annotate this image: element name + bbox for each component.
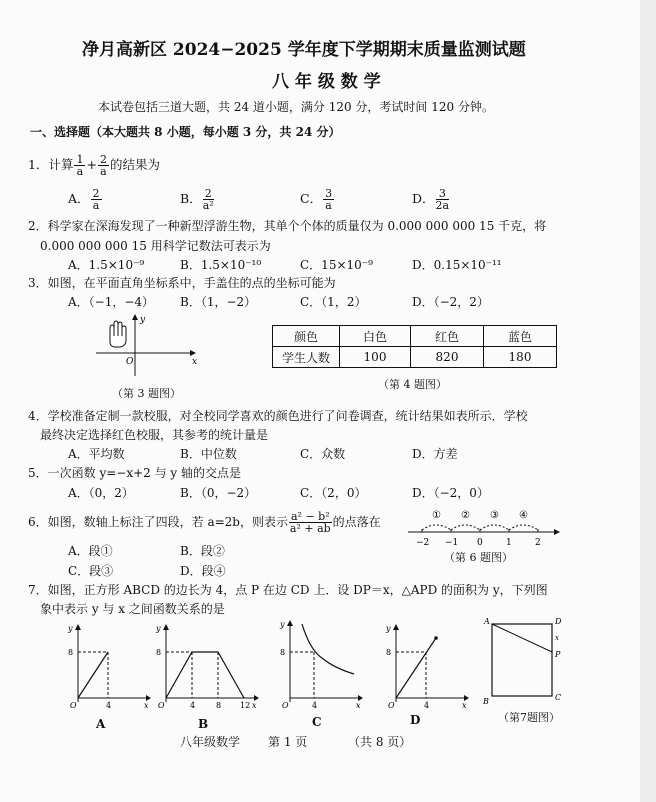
q2-line-1: 2．科学家在深海发现了一种新型浮游生物，其单个个体的质量仅为 0.000 000 000 15 千克，将 bbox=[28, 219, 547, 233]
graph-d bbox=[378, 622, 470, 712]
table-cell: 820 bbox=[411, 347, 484, 368]
tick-label: −1 bbox=[445, 538, 459, 548]
q1-suffix: 的结果为 bbox=[109, 157, 160, 172]
tick-label: 0 bbox=[477, 538, 483, 548]
exam-title: 净月高新区 2024−2025 学年度下学期期末质量监测试题 bbox=[82, 40, 526, 60]
exam-instructions: 本试卷包括三道大题，共 24 道小题，满分 120 分，考试时间 120 分钟。 bbox=[98, 100, 494, 114]
svg-text:y: y bbox=[68, 624, 73, 633]
svg-text:P: P bbox=[555, 650, 561, 659]
q2-option-d: D．0.15×10⁻¹¹ bbox=[412, 258, 502, 272]
table-header-cell: 红色 bbox=[411, 326, 484, 347]
q6-option-b: B．段② bbox=[180, 544, 225, 558]
svg-text:B: B bbox=[483, 697, 489, 706]
q6-option-a: A．段① bbox=[68, 544, 113, 558]
q1-plus: + bbox=[86, 157, 97, 172]
q4-option-b: B．中位数 bbox=[180, 447, 237, 461]
svg-text:8: 8 bbox=[68, 648, 74, 657]
q3-option-d: D．（−2，2） bbox=[412, 295, 489, 309]
svg-text:x: x bbox=[356, 701, 361, 710]
q5-option-d: D．（−2，0） bbox=[412, 486, 489, 500]
q2-line-2: 0.000 000 000 15 用科学记数法可表示为 bbox=[40, 239, 271, 253]
table-header-cell: 颜色 bbox=[273, 326, 340, 347]
table-cell: 180 bbox=[484, 347, 557, 368]
q7-square-figure bbox=[478, 614, 568, 708]
svg-text:8: 8 bbox=[280, 648, 286, 657]
svg-text:4: 4 bbox=[190, 701, 196, 710]
q7-line-1: 7．如图，正方形 ABCD 的边长为 4，点 P 在边 CD 上．设 DP＝x，△APD 的面积为 y，下列图 bbox=[28, 583, 548, 597]
q4-option-c: C．众数 bbox=[300, 447, 346, 461]
q3-option-b: B．（1，−2） bbox=[180, 295, 257, 309]
q1-option-b: B． $\frac{2}{\text{a²}}$ bbox=[180, 187, 214, 212]
q4-option-a: A．平均数 bbox=[68, 447, 125, 461]
svg-text:12: 12 bbox=[240, 701, 251, 710]
q5-option-b: B．（0，−2） bbox=[180, 486, 257, 500]
svg-text:A: A bbox=[484, 617, 490, 626]
q3-figure bbox=[92, 312, 202, 382]
segment-label: ① bbox=[432, 510, 441, 521]
q3-option-c: C．（1，2） bbox=[300, 295, 367, 309]
q6-caption: （第 6 题图） bbox=[444, 551, 513, 564]
svg-text:x: x bbox=[462, 701, 467, 710]
table-row bbox=[273, 347, 557, 368]
graph-a-label: A bbox=[96, 717, 106, 731]
svg-text:C: C bbox=[555, 693, 562, 702]
q4-option-d: D．方差 bbox=[412, 447, 458, 461]
q6-number-line bbox=[404, 506, 564, 550]
svg-text:O: O bbox=[70, 701, 77, 710]
footer-total: （共 8 页） bbox=[348, 735, 412, 749]
q2-option-b: B．1.5×10⁻¹⁰ bbox=[180, 258, 262, 272]
graph-b-label: B bbox=[198, 717, 209, 731]
q4-table bbox=[272, 325, 557, 368]
page-edge bbox=[640, 0, 656, 802]
segment-label: ③ bbox=[490, 510, 499, 521]
hand-icon bbox=[110, 321, 126, 347]
q1-option-d: D． $\frac{3}{2a}$ bbox=[412, 187, 450, 212]
svg-text:4: 4 bbox=[312, 701, 318, 710]
table-row-label: 学生人数 bbox=[273, 347, 340, 368]
q1-fraction-2: $\frac{2}{a}$ bbox=[99, 153, 107, 178]
segment-label: ④ bbox=[519, 510, 528, 521]
q2-option-c: C．15×10⁻⁹ bbox=[300, 258, 373, 272]
table-header-cell: 蓝色 bbox=[484, 326, 557, 347]
q4-line-2: 最终决定选择红色校服，其参考的统计量是 bbox=[40, 428, 269, 442]
q4-caption: （第 4 题图） bbox=[378, 378, 447, 391]
svg-text:x: x bbox=[252, 701, 257, 710]
segment-label: ② bbox=[461, 510, 470, 521]
footer-page: 第 1 页 bbox=[268, 735, 308, 749]
svg-text:8: 8 bbox=[216, 701, 222, 710]
tick-label: 1 bbox=[506, 538, 512, 548]
graph-c bbox=[272, 618, 364, 712]
question-1 bbox=[28, 150, 160, 180]
tick-label: −2 bbox=[416, 538, 430, 548]
table-header-cell: 白色 bbox=[340, 326, 411, 347]
q3-origin: O bbox=[126, 357, 134, 367]
svg-text:D: D bbox=[555, 617, 562, 626]
subject-title: 八 年 级 数 学 bbox=[272, 72, 381, 92]
svg-text:y: y bbox=[386, 624, 391, 633]
svg-text:4: 4 bbox=[106, 701, 112, 710]
q4-line-1: 4．学校准备定制一款校服，对全校同学喜欢的颜色进行了问卷调查，统计结果如表所示．学校 bbox=[28, 409, 528, 423]
svg-text:4: 4 bbox=[424, 701, 430, 710]
q5-option-a: A．（0，2） bbox=[68, 486, 134, 500]
svg-text:O: O bbox=[158, 701, 165, 710]
q1-prefix: 1．计算 bbox=[28, 157, 74, 172]
q7-caption: （第7题图） bbox=[498, 711, 560, 724]
q7-line-2: 象中表示 y 与 x 之间函数关系的是 bbox=[40, 602, 225, 616]
q5-text: 5．一次函数 y=−x+2 与 y 轴的交点是 bbox=[28, 466, 242, 480]
table-row bbox=[273, 326, 557, 347]
graph-b bbox=[148, 622, 260, 712]
svg-text:8: 8 bbox=[386, 648, 392, 657]
q1-fraction-1: $\frac{1}{a}$ bbox=[76, 153, 84, 178]
q1-option-c: C． $\frac{3}{a}$ bbox=[300, 187, 333, 212]
q6-text: 6．如图，数轴上标注了四段，若 a=2b，则表示 $\frac{\text{a² − b²}}{\text{a² + ab}}$ 的点落在 bbox=[28, 510, 381, 535]
graph-d-label: D bbox=[410, 713, 421, 727]
svg-text:O: O bbox=[282, 701, 289, 710]
q6-option-d: D．段④ bbox=[180, 564, 226, 578]
section-heading: 一、选择题（本大题共 8 小题，每小题 3 分，共 24 分） bbox=[30, 125, 341, 139]
svg-text:y: y bbox=[280, 620, 285, 629]
q5-option-c: C．（2，0） bbox=[300, 486, 367, 500]
q3-caption: （第 3 题图） bbox=[112, 387, 181, 400]
svg-text:8: 8 bbox=[156, 648, 162, 657]
footer-subject: 八年级数学 bbox=[180, 735, 241, 749]
q3-text: 3．如图，在平面直角坐标系中，手盖住的点的坐标可能为 bbox=[28, 276, 336, 290]
q1-option-a: A． $\frac{2}{a}$ bbox=[68, 187, 100, 212]
q3-axis-y: y bbox=[140, 315, 146, 325]
table-cell: 100 bbox=[340, 347, 411, 368]
q6-option-c: C．段③ bbox=[68, 564, 114, 578]
q2-option-a: A．1.5×10⁻⁹ bbox=[68, 258, 145, 272]
svg-text:O: O bbox=[388, 701, 395, 710]
graph-c-label: C bbox=[312, 715, 322, 729]
tick-label: 2 bbox=[535, 538, 541, 548]
q3-option-a: A．（−1，−4） bbox=[68, 295, 155, 309]
svg-text:x: x bbox=[555, 634, 559, 642]
graph-a bbox=[60, 622, 152, 712]
svg-text:y: y bbox=[156, 624, 161, 633]
svg-text:x: x bbox=[144, 701, 149, 710]
q3-axis-x: x bbox=[192, 357, 198, 367]
